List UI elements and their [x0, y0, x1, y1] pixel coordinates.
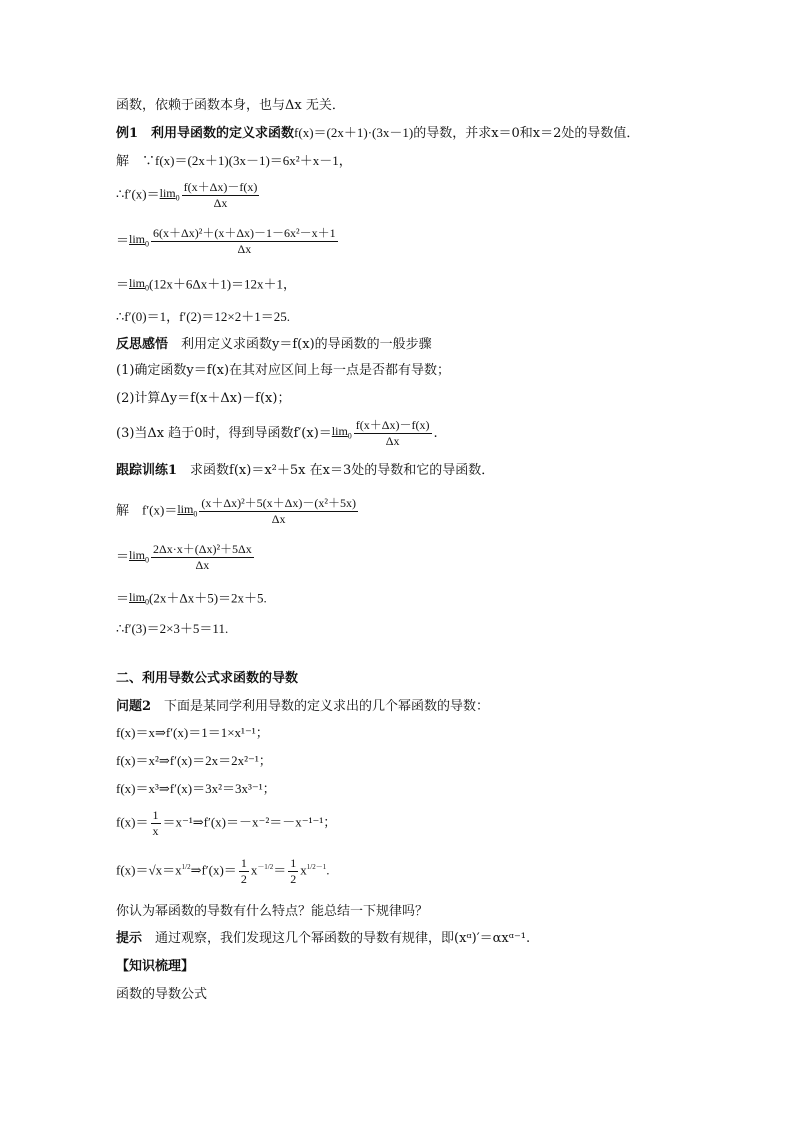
exercise-1-label: 跟踪训练1 — [116, 463, 178, 478]
limit-result: (2x＋Δx＋5)＝2x＋5. — [149, 590, 267, 606]
lim-sub: 0 — [193, 509, 198, 519]
fraction-numerator: f(x＋Δx)－f(x) — [355, 418, 430, 432]
equals: ＝ — [273, 862, 287, 878]
fraction-numerator: 1 — [290, 856, 297, 870]
lim-text: lim — [129, 590, 146, 604]
equals: ＝ — [116, 276, 130, 292]
lim-sub: 0 — [145, 555, 150, 565]
exercise-1-task: 求函数f(x)＝x²＋5x 在x＝3处的导数和它的导函数． — [177, 463, 495, 478]
power-rule-line-2: f(x)＝x²⇒f′(x)＝2x＝2x²⁻¹； — [116, 753, 272, 768]
solution-prefix: 解 f′(x)＝ — [116, 502, 178, 518]
formula-heading: 函数的导数公式 — [116, 987, 208, 1002]
reflection-label: 反思感悟 — [116, 337, 169, 352]
fraction-denominator: 2 — [240, 872, 247, 886]
lim-text: lim — [159, 185, 176, 200]
fraction-half-1 — [239, 856, 249, 887]
x-variable: x — [250, 862, 258, 878]
question-2-label: 问题2 — [116, 699, 152, 714]
step-2: (2)计算Δy＝f(x＋Δx)－f(x)； — [116, 391, 291, 406]
equals: ＝ — [116, 232, 130, 248]
sqrt-expression: f(x)＝√x＝x — [116, 862, 182, 878]
fraction-numerator: 2Δx·x＋(Δx)²＋5Δx — [153, 542, 252, 556]
derivative-arrow: ⇒f′(x)＝ — [190, 862, 237, 878]
fx-prefix: f(x)＝ — [116, 814, 149, 830]
fraction-reciprocal — [151, 808, 161, 839]
example-1-statement — [116, 124, 639, 143]
hint-label: 提示 — [116, 931, 143, 946]
lim-text: lim — [331, 423, 348, 438]
fraction-expanded — [151, 542, 254, 573]
solution-line-2 — [116, 180, 261, 211]
fraction-half-2 — [288, 856, 298, 887]
reflection-title: 利用定义求函数y＝f(x)的导函数的一般步骤 — [168, 337, 432, 352]
example-1-label: 例1 利用导函数的定义求函数 — [116, 126, 295, 141]
fraction-expanded — [151, 226, 338, 257]
lim-sub: 0 — [145, 239, 150, 249]
exponent-half-minus-one: 1/2－1 — [306, 863, 327, 872]
fraction-denominator: Δx — [213, 196, 228, 210]
function-expression: f(x)＝(2x＋1)·(3x－1) — [294, 125, 414, 140]
fraction-numerator: 1 — [240, 856, 247, 870]
fraction-numerator: f(x＋Δx)－f(x) — [183, 180, 258, 194]
lim-text: lim — [129, 276, 146, 290]
lim-sub: 0 — [347, 431, 352, 441]
exercise-solution-line-2 — [116, 542, 256, 573]
step-1: (1)确定函数y＝f(x)在其对应区间上每一点是否都有导数； — [116, 363, 451, 378]
question-2-text: 下面是某同学利用导数的定义求出的几个幂函数的导数： — [151, 699, 490, 714]
limit-symbol — [160, 184, 180, 207]
equals: ＝ — [116, 590, 130, 606]
fraction-numerator: 1 — [152, 808, 159, 822]
fraction-definition — [182, 180, 260, 211]
exercise-solution-line-1 — [116, 496, 360, 527]
fraction-denominator: Δx — [237, 242, 252, 256]
fraction-denominator: 2 — [290, 872, 297, 886]
fraction-numerator: 6(x＋Δx)²＋(x＋Δx)－1－6x²－x＋1 — [153, 226, 336, 240]
text-line-intro: 函数，依赖于函数本身，也与Δx 无关． — [116, 98, 345, 113]
limit-symbol — [129, 546, 149, 569]
limit-symbol — [129, 588, 149, 611]
fraction-definition — [354, 418, 432, 449]
power-rule-line-4 — [116, 808, 336, 839]
x-variable: x — [300, 862, 307, 878]
step-3-text: (3)当Δx 趋于0时，得到导函数f′(x)＝ — [116, 426, 332, 441]
step-3 — [116, 418, 438, 449]
limit-symbol — [332, 422, 352, 445]
solution-line-5: ∴f′(0)＝1，f′(2)＝12×2＋1＝25. — [116, 309, 291, 324]
reciprocal-derivative: ＝x⁻¹⇒f′(x)＝－x⁻²＝－x⁻¹⁻¹； — [162, 814, 337, 830]
solution-line-3 — [116, 226, 340, 257]
exponent-neg-half: －1/2 — [257, 863, 274, 872]
lim-sub: 0 — [145, 283, 150, 293]
solution-line-1: 解 ∵f(x)＝(2x＋1)(3x－1)＝6x²＋x－1， — [116, 153, 352, 168]
exercise-solution-line-4: ∴f′(3)＝2×3＋5＝11. — [116, 621, 229, 636]
limit-result: (12x＋6Δx＋1)＝12x＋1， — [149, 276, 297, 292]
fraction-denominator: x — [152, 824, 159, 838]
lim-text: lim — [129, 231, 146, 246]
power-rule-line-5 — [116, 856, 329, 887]
section-heading: 二、利用导数公式求函数的导数 — [116, 671, 299, 686]
limit-symbol — [177, 500, 197, 523]
derivative-prefix: ∴f′(x)＝ — [116, 186, 160, 202]
example-1-task: 的导数，并求x＝0和x＝2处的导数值． — [413, 126, 640, 141]
exponent-half: 1/2 — [181, 863, 191, 872]
lim-sub: 0 — [145, 597, 150, 607]
lim-text: lim — [177, 501, 194, 516]
power-rule-line-1: f(x)＝x⇒f′(x)＝1＝1×x¹⁻¹； — [116, 725, 269, 740]
reflection-heading — [116, 336, 432, 354]
fraction-denominator: Δx — [195, 558, 210, 572]
hint-line — [116, 930, 530, 948]
knowledge-heading: 【知识梳理】 — [116, 959, 195, 974]
lim-text: lim — [129, 547, 146, 562]
exercise-solution-line-3 — [116, 588, 267, 611]
hint-text: 通过观察，我们发现这几个幂函数的导数有规律，即(xᵅ)′＝αxᵅ⁻¹. — [142, 931, 531, 946]
lim-sub: 0 — [175, 193, 180, 203]
limit-symbol — [129, 274, 149, 297]
equals: ＝ — [116, 548, 130, 564]
fraction-denominator: Δx — [385, 434, 400, 448]
power-rule-line-3: f(x)＝x³⇒f′(x)＝3x²＝3x³⁻¹； — [116, 781, 276, 796]
solution-line-4 — [116, 274, 296, 297]
fraction-denominator: Δx — [271, 512, 286, 526]
period: . — [326, 862, 330, 878]
exercise-1-statement — [116, 462, 494, 480]
period: . — [433, 426, 438, 441]
fraction-numerator: (x＋Δx)²＋5(x＋Δx)－(x²＋5x) — [201, 496, 356, 510]
question-2-statement — [116, 698, 489, 716]
limit-symbol — [129, 230, 149, 253]
question-prompt: 你认为幂函数的导数有什么特点？能总结一下规律吗？ — [116, 904, 429, 919]
fraction-definition — [199, 496, 358, 527]
